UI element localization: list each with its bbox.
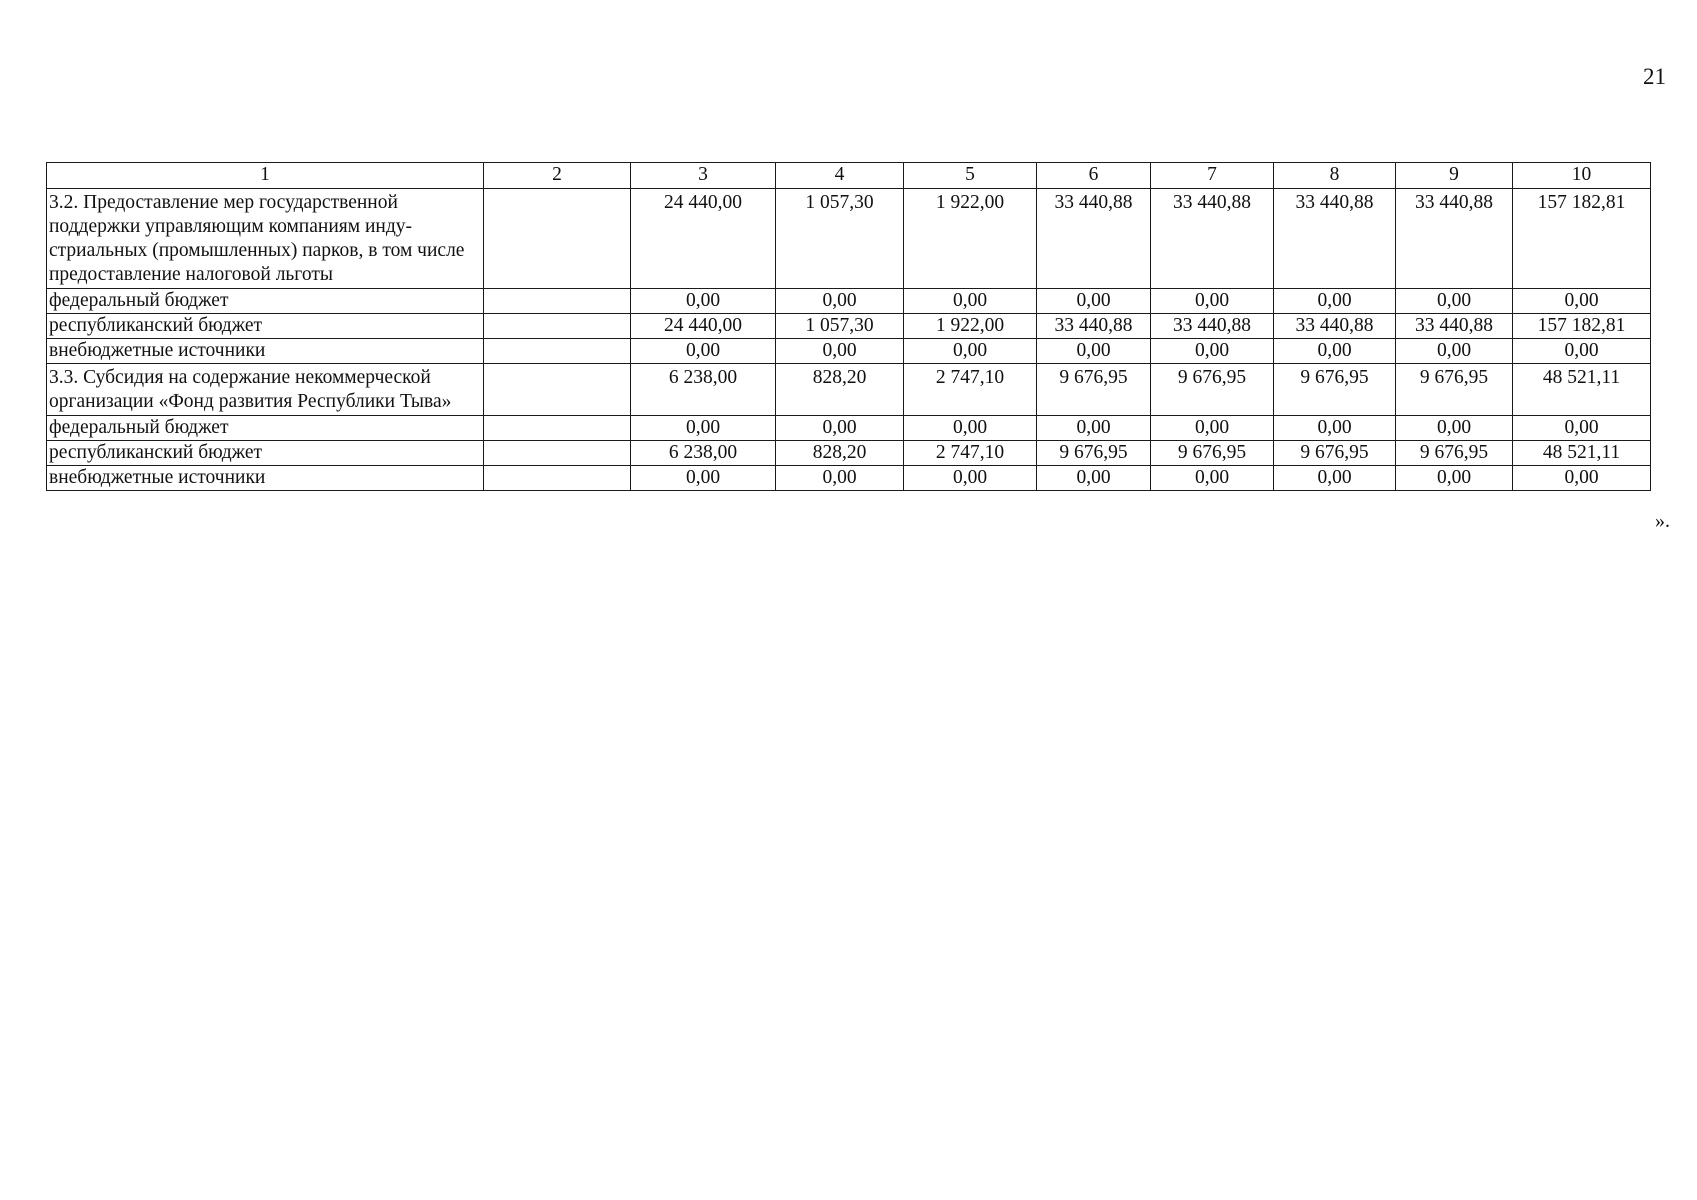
row-label: республиканский бюджет [47,440,484,465]
value-cell: 0,00 [1274,415,1396,440]
header-cell: 7 [1151,163,1274,189]
row-label: республиканский бюджет [47,313,484,338]
value-cell: 0,00 [1151,415,1274,440]
value-cell: 9 676,95 [1396,363,1513,415]
value-cell: 33 440,88 [1274,313,1396,338]
table-row-measure [47,189,1651,289]
value-cell: 0,00 [1396,288,1513,313]
value-cell: 33 440,88 [1151,189,1274,289]
header-cell: 3 [631,163,776,189]
header-cell: 9 [1396,163,1513,189]
value-cell: 33 440,88 [1037,189,1151,289]
row-label: федеральный бюджет [47,415,484,440]
value-cell: 33 440,88 [1396,313,1513,338]
header-cell: 2 [484,163,631,189]
row-executor-cell [484,465,631,490]
row-executor-cell [484,440,631,465]
row-executor-cell [484,338,631,363]
value-cell: 0,00 [1151,338,1274,363]
table-row-source [47,465,1651,490]
table-row-source [47,440,1651,465]
value-cell: 0,00 [631,415,776,440]
value-cell: 0,00 [904,465,1037,490]
value-cell: 2 747,10 [904,440,1037,465]
row-executor-cell [484,363,631,415]
table-row-source [47,288,1651,313]
header-cell: 5 [904,163,1037,189]
value-cell: 0,00 [631,465,776,490]
value-cell: 0,00 [904,288,1037,313]
value-cell: 24 440,00 [631,313,776,338]
value-cell: 9 676,95 [1037,440,1151,465]
value-cell: 9 676,95 [1037,363,1151,415]
value-cell: 9 676,95 [1151,440,1274,465]
value-cell: 0,00 [776,465,904,490]
row-label: внебюджетные источники [47,338,484,363]
row-executor-cell [484,313,631,338]
value-cell: 48 521,11 [1513,440,1651,465]
value-cell: 9 676,95 [1151,363,1274,415]
value-cell: 0,00 [1037,465,1151,490]
value-cell: 828,20 [776,363,904,415]
value-cell: 0,00 [631,288,776,313]
table-row-source [47,338,1651,363]
value-cell: 157 182,81 [1513,189,1651,289]
value-cell: 9 676,95 [1274,363,1396,415]
value-cell: 0,00 [776,288,904,313]
header-cell: 6 [1037,163,1151,189]
value-cell: 0,00 [1396,338,1513,363]
value-cell: 0,00 [904,338,1037,363]
value-cell: 0,00 [1274,288,1396,313]
row-label: внебюджетные источники [47,465,484,490]
header-cell: 4 [776,163,904,189]
value-cell: 0,00 [1396,465,1513,490]
row-executor-cell [484,189,631,289]
value-cell: 9 676,95 [1396,440,1513,465]
table-row-source [47,313,1651,338]
value-cell: 33 440,88 [1151,313,1274,338]
value-cell: 48 521,11 [1513,363,1651,415]
value-cell: 0,00 [904,415,1037,440]
table-row-measure [47,363,1651,415]
row-executor-cell [484,288,631,313]
value-cell: 157 182,81 [1513,313,1651,338]
page-number: 21 [1643,64,1666,89]
value-cell: 1 922,00 [904,189,1037,289]
value-cell: 6 238,00 [631,363,776,415]
value-cell: 0,00 [1037,338,1151,363]
value-cell: 828,20 [776,440,904,465]
header-cell: 10 [1513,163,1651,189]
value-cell: 0,00 [1151,465,1274,490]
row-label: 3.2. Предоставление мер государственной поддержки управляющим компаниям индустриальных (промышленных) парков, в том числе предоставление налоговой льготы [47,189,484,289]
value-cell: 24 440,00 [631,189,776,289]
value-cell: 1 922,00 [904,313,1037,338]
value-cell: 0,00 [1274,465,1396,490]
value-cell: 0,00 [776,415,904,440]
value-cell: 0,00 [1513,288,1651,313]
value-cell: 0,00 [631,338,776,363]
value-cell: 2 747,10 [904,363,1037,415]
value-cell: 0,00 [1037,288,1151,313]
value-cell: 1 057,30 [776,313,904,338]
table-body [47,163,1651,491]
row-label: федеральный бюджет [47,288,484,313]
value-cell: 0,00 [1037,415,1151,440]
closing-quote-mark: ». [1655,510,1670,532]
value-cell: 0,00 [1513,465,1651,490]
value-cell: 1 057,30 [776,189,904,289]
value-cell: 0,00 [1274,338,1396,363]
row-label: 3.3. Субсидия на содержание некоммерческой организации «Фонд развития Республики Тыва» [47,363,484,415]
header-cell: 8 [1274,163,1396,189]
row-executor-cell [484,415,631,440]
value-cell: 33 440,88 [1274,189,1396,289]
value-cell: 0,00 [776,338,904,363]
value-cell: 0,00 [1513,415,1651,440]
budget-table [46,162,1651,491]
value-cell: 33 440,88 [1037,313,1151,338]
value-cell: 0,00 [1151,288,1274,313]
value-cell: 0,00 [1513,338,1651,363]
value-cell: 33 440,88 [1396,189,1513,289]
value-cell: 9 676,95 [1274,440,1396,465]
header-cell: 1 [47,163,484,189]
value-cell: 6 238,00 [631,440,776,465]
table-row-source [47,415,1651,440]
table-header-row [47,163,1651,189]
value-cell: 0,00 [1396,415,1513,440]
